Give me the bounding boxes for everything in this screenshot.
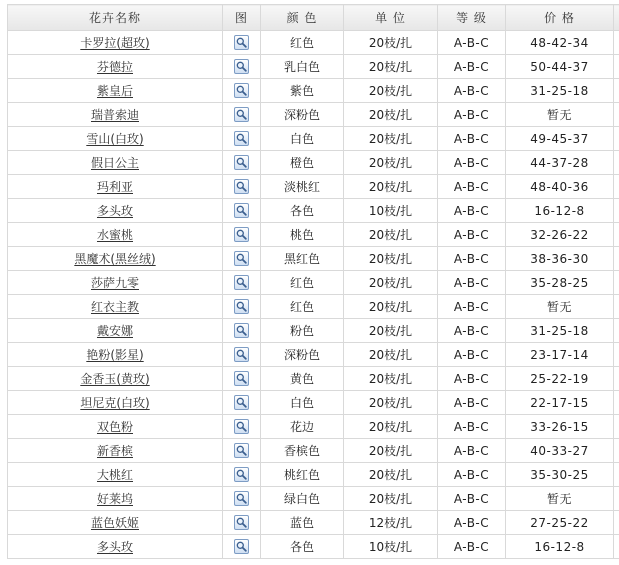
filler-cell [614,223,619,247]
price-cell: 16-12-8 [506,199,614,223]
flower-name-link[interactable]: 金香玉(黄玫) [80,372,150,386]
unit-cell: 20枝/扎 [344,463,438,487]
magnifier-icon[interactable] [234,539,249,554]
table-row [8,295,619,319]
flower-name-cell [8,319,223,343]
price-cell: 49-45-37 [506,127,614,151]
table-row [8,535,619,559]
price-cell: 暂无 [506,103,614,127]
table-row [8,319,619,343]
grade-cell: A-B-C [438,175,506,199]
filler-cell [614,103,619,127]
filler-cell [614,463,619,487]
flower-name-cell [8,79,223,103]
flower-name-link[interactable]: 好莱坞 [96,492,133,506]
color-cell: 白色 [261,391,344,415]
image-cell [223,223,261,247]
price-cell: 暂无 [506,295,614,319]
unit-cell: 20枝/扎 [344,487,438,511]
table-row [8,391,619,415]
magnifier-icon[interactable] [234,131,249,146]
flower-name-link[interactable]: 雪山(白玫) [86,132,144,146]
flower-name-link[interactable]: 戴安娜 [96,324,133,338]
filler-cell [614,439,619,463]
unit-cell: 20枝/扎 [344,151,438,175]
table-row [8,127,619,151]
color-cell: 红色 [261,295,344,319]
grade-cell: A-B-C [438,415,506,439]
table-row [8,511,619,535]
flower-name-cell [8,463,223,487]
header-price: 价 格 [506,5,614,31]
filler-cell [614,79,619,103]
filler-cell [614,151,619,175]
color-cell: 红色 [261,31,344,55]
color-cell: 乳白色 [261,55,344,79]
grade-cell: A-B-C [438,535,506,559]
table-row [8,199,619,223]
table-row [8,79,619,103]
image-cell [223,343,261,367]
header-filler [614,5,619,31]
grade-cell: A-B-C [438,247,506,271]
flower-name-cell [8,415,223,439]
filler-cell [614,535,619,559]
image-cell [223,175,261,199]
flower-name-link[interactable]: 水蜜桃 [96,228,133,242]
grade-cell: A-B-C [438,439,506,463]
magnifier-icon[interactable] [234,347,249,362]
image-cell [223,391,261,415]
magnifier-icon[interactable] [234,35,249,50]
unit-cell: 20枝/扎 [344,223,438,247]
flower-name-cell [8,535,223,559]
image-cell [223,31,261,55]
unit-cell: 12枝/扎 [344,511,438,535]
color-cell: 粉色 [261,319,344,343]
grade-cell: A-B-C [438,79,506,103]
flower-name-link[interactable]: 黑魔术(黑丝绒) [74,252,156,266]
grade-cell: A-B-C [438,127,506,151]
table-row [8,175,619,199]
flower-name-link[interactable]: 紫皇后 [96,84,133,98]
table-row [8,103,619,127]
image-cell [223,199,261,223]
flower-name-cell [8,343,223,367]
unit-cell: 20枝/扎 [344,55,438,79]
unit-cell: 20枝/扎 [344,367,438,391]
unit-cell: 20枝/扎 [344,31,438,55]
image-cell [223,247,261,271]
grade-cell: A-B-C [438,295,506,319]
filler-cell [614,175,619,199]
magnifier-icon[interactable] [234,395,249,410]
table-header-row [8,5,619,31]
color-cell: 深粉色 [261,343,344,367]
magnifier-icon[interactable] [234,515,249,530]
image-cell [223,127,261,151]
magnifier-icon[interactable] [234,443,249,458]
color-cell: 红色 [261,271,344,295]
unit-cell: 10枝/扎 [344,199,438,223]
table-row [8,439,619,463]
color-cell: 桃色 [261,223,344,247]
filler-cell [614,319,619,343]
unit-cell: 20枝/扎 [344,319,438,343]
unit-cell: 20枝/扎 [344,271,438,295]
magnifier-icon[interactable] [234,275,249,290]
price-cell: 48-42-34 [506,31,614,55]
flower-name-link[interactable]: 多头玫 [96,204,133,218]
filler-cell [614,487,619,511]
grade-cell: A-B-C [438,487,506,511]
flower-name-link[interactable]: 假日公主 [90,156,139,170]
flower-name-link[interactable]: 红衣主教 [90,300,139,314]
filler-cell [614,343,619,367]
price-cell: 31-25-18 [506,79,614,103]
color-cell: 香槟色 [261,439,344,463]
table-row [8,55,619,79]
flower-name-link[interactable]: 大桃红 [96,468,133,482]
grade-cell: A-B-C [438,367,506,391]
grade-cell: A-B-C [438,223,506,247]
flower-name-link[interactable]: 艳粉(影星) [86,348,144,362]
price-cell: 16-12-8 [506,535,614,559]
flower-name-cell [8,247,223,271]
magnifier-icon[interactable] [234,323,249,338]
image-cell [223,535,261,559]
price-cell: 50-44-37 [506,55,614,79]
price-cell: 22-17-15 [506,391,614,415]
flower-name-cell [8,439,223,463]
grade-cell: A-B-C [438,103,506,127]
flower-name-cell [8,55,223,79]
grade-cell: A-B-C [438,511,506,535]
image-cell [223,151,261,175]
unit-cell: 20枝/扎 [344,295,438,319]
flower-name-cell [8,511,223,535]
image-cell [223,439,261,463]
grade-cell: A-B-C [438,55,506,79]
unit-cell: 10枝/扎 [344,535,438,559]
table-row [8,343,619,367]
flower-name-link[interactable]: 双色粉 [96,420,133,434]
flower-name-link[interactable]: 卡罗拉(超玫) [80,36,150,50]
magnifier-icon[interactable] [234,59,249,74]
color-cell: 绿白色 [261,487,344,511]
table-row [8,367,619,391]
header-unit: 单 位 [344,5,438,31]
grade-cell: A-B-C [438,271,506,295]
flower-name-cell [8,127,223,151]
flower-name-cell [8,487,223,511]
flower-name-link[interactable]: 瑞普索迪 [90,108,139,122]
filler-cell [614,271,619,295]
flower-name-link[interactable]: 莎萨九零 [90,276,139,290]
price-cell: 31-25-18 [506,319,614,343]
unit-cell: 20枝/扎 [344,343,438,367]
color-cell: 黑红色 [261,247,344,271]
price-cell: 35-30-25 [506,463,614,487]
color-cell: 花边 [261,415,344,439]
grade-cell: A-B-C [438,319,506,343]
magnifier-icon[interactable] [234,227,249,242]
flower-name-cell [8,391,223,415]
price-cell: 33-26-15 [506,415,614,439]
magnifier-icon[interactable] [234,251,249,266]
table-row [8,271,619,295]
magnifier-icon[interactable] [234,491,249,506]
flower-name-cell [8,223,223,247]
filler-cell [614,127,619,151]
flower-name-cell [8,199,223,223]
color-cell: 桃红色 [261,463,344,487]
header-image: 图 [223,5,261,31]
unit-cell: 20枝/扎 [344,415,438,439]
color-cell: 各色 [261,199,344,223]
grade-cell: A-B-C [438,31,506,55]
table-row [8,415,619,439]
flower-name-link[interactable]: 多头玫 [96,540,133,554]
color-cell: 橙色 [261,151,344,175]
grade-cell: A-B-C [438,391,506,415]
flower-name-cell [8,295,223,319]
price-cell: 40-33-27 [506,439,614,463]
magnifier-icon[interactable] [234,467,249,482]
table-row [8,223,619,247]
unit-cell: 20枝/扎 [344,175,438,199]
flower-name-cell [8,367,223,391]
filler-cell [614,55,619,79]
magnifier-icon[interactable] [234,107,249,122]
unit-cell: 20枝/扎 [344,127,438,151]
flower-name-link[interactable]: 新香槟 [96,444,133,458]
filler-cell [614,31,619,55]
color-cell: 蓝色 [261,511,344,535]
price-table-container [7,4,619,559]
color-cell: 白色 [261,127,344,151]
flower-name-cell [8,175,223,199]
image-cell [223,415,261,439]
magnifier-icon[interactable] [234,203,249,218]
table-row [8,151,619,175]
table-row [8,247,619,271]
filler-cell [614,295,619,319]
unit-cell: 20枝/扎 [344,103,438,127]
filler-cell [614,511,619,535]
magnifier-icon[interactable] [234,83,249,98]
grade-cell: A-B-C [438,151,506,175]
unit-cell: 20枝/扎 [344,439,438,463]
grade-cell: A-B-C [438,199,506,223]
image-cell [223,55,261,79]
price-cell: 35-28-25 [506,271,614,295]
table-row [8,31,619,55]
price-cell: 48-40-36 [506,175,614,199]
color-cell: 深粉色 [261,103,344,127]
image-cell [223,271,261,295]
table-body [8,31,619,559]
filler-cell [614,247,619,271]
magnifier-icon[interactable] [234,419,249,434]
table-row [8,487,619,511]
magnifier-icon[interactable] [234,155,249,170]
price-cell: 38-36-30 [506,247,614,271]
unit-cell: 20枝/扎 [344,247,438,271]
price-cell: 44-37-28 [506,151,614,175]
header-flower-name: 花卉名称 [8,5,223,31]
magnifier-icon[interactable] [234,299,249,314]
price-cell: 23-17-14 [506,343,614,367]
grade-cell: A-B-C [438,463,506,487]
flower-name-cell [8,151,223,175]
grade-cell: A-B-C [438,343,506,367]
flower-name-link[interactable]: 蓝色妖姬 [90,516,139,530]
header-grade: 等 级 [438,5,506,31]
image-cell [223,319,261,343]
unit-cell: 20枝/扎 [344,79,438,103]
color-cell: 紫色 [261,79,344,103]
image-cell [223,511,261,535]
color-cell: 淡桃红 [261,175,344,199]
image-cell [223,463,261,487]
image-cell [223,79,261,103]
image-cell [223,295,261,319]
filler-cell [614,391,619,415]
flower-name-link[interactable]: 坦尼克(白玫) [80,396,150,410]
price-cell: 25-22-19 [506,367,614,391]
price-cell: 27-25-22 [506,511,614,535]
table-row [8,463,619,487]
image-cell [223,367,261,391]
flower-name-cell [8,271,223,295]
magnifier-icon[interactable] [234,371,249,386]
flower-name-link[interactable]: 玛利亚 [96,180,133,194]
image-cell [223,103,261,127]
header-color: 颜 色 [261,5,344,31]
flower-name-cell [8,103,223,127]
filler-cell [614,367,619,391]
filler-cell [614,415,619,439]
price-cell: 32-26-22 [506,223,614,247]
color-cell: 各色 [261,535,344,559]
flower-name-link[interactable]: 芬德拉 [96,60,133,74]
image-cell [223,487,261,511]
color-cell: 黄色 [261,367,344,391]
magnifier-icon[interactable] [234,179,249,194]
flower-name-cell [8,31,223,55]
price-cell: 暂无 [506,487,614,511]
flower-price-table [7,4,619,559]
unit-cell: 20枝/扎 [344,391,438,415]
filler-cell [614,199,619,223]
